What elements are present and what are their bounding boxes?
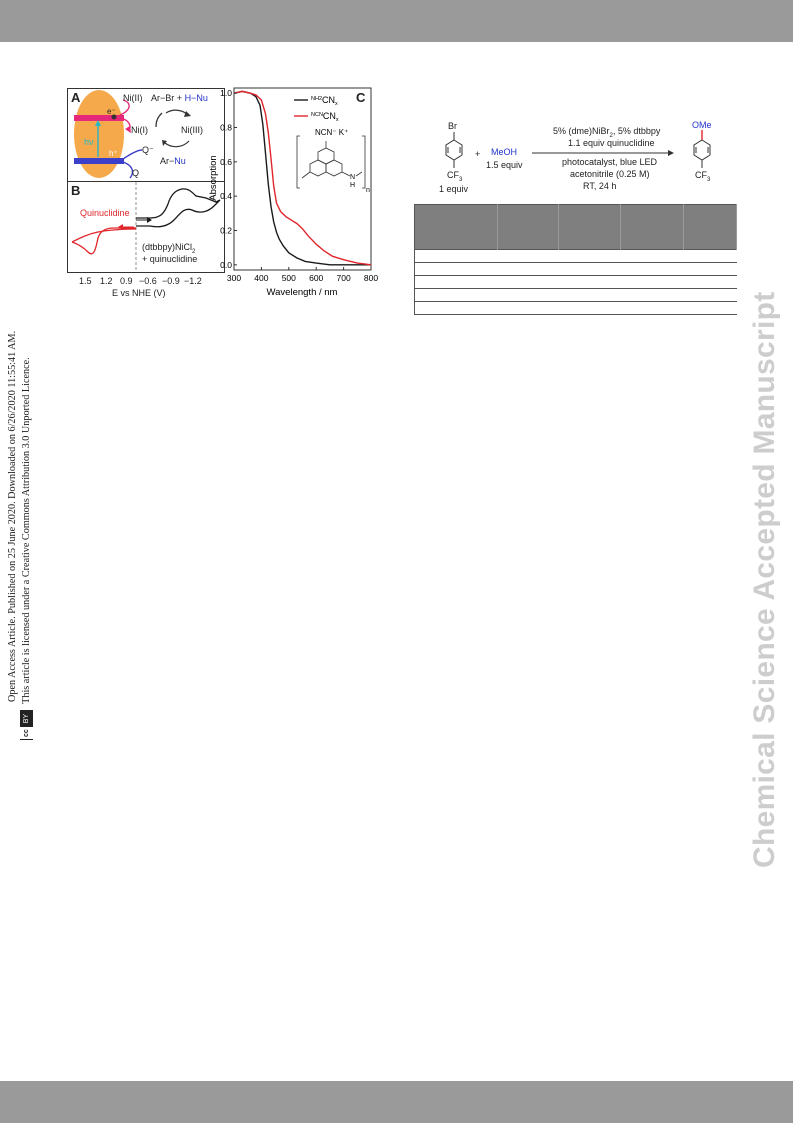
x-tick-label: 600	[309, 273, 324, 283]
legend-2-main: CN	[322, 111, 336, 121]
x-tick-label: 800	[363, 273, 379, 283]
structure-n-label: N	[350, 174, 356, 181]
b-tick-5: −0.9	[162, 276, 180, 286]
cond1-b: , 5% dtbbpy	[612, 126, 661, 136]
c-x-axis-label: Wavelength / nm	[266, 287, 338, 298]
q-radical-label: Q⁻	[142, 145, 154, 155]
electron-label: e⁻	[107, 107, 116, 116]
complex-line-1: (dtbbpy)NiCl	[142, 242, 193, 252]
table-row	[415, 302, 737, 315]
condition-line-2: 1.1 equiv quinuclidine	[568, 138, 655, 148]
table-row	[415, 263, 737, 276]
aryl-bromide-label	[151, 93, 208, 103]
legend-2-sub: x	[335, 117, 339, 123]
table-cell	[621, 289, 683, 302]
open-access-line-1: Open Access Article. Published on 25 June 2020. Downloaded on 6/26/2020 11:55:41 AM.	[7, 330, 18, 702]
results-table	[414, 204, 737, 315]
table-cell	[415, 289, 498, 302]
table-cell	[621, 276, 683, 289]
aryl-bromide-structure	[446, 132, 462, 168]
table-cell	[559, 289, 621, 302]
header-band	[0, 0, 793, 42]
b-tick-6: −1.2	[184, 276, 202, 286]
hv-label: hν	[84, 137, 94, 147]
cf3-main-product: CF	[695, 170, 707, 180]
table-cell	[497, 263, 558, 276]
hnu-text: H−Nu	[184, 93, 208, 103]
absorption-chart	[208, 88, 379, 300]
cf3-label-reactant	[447, 170, 462, 185]
table-row	[415, 289, 737, 302]
y-tick-label: 0.2	[220, 225, 232, 236]
ni3-label: Ni(III)	[181, 125, 203, 135]
legend-1-sub: x	[335, 101, 338, 107]
ome-label: OMe	[692, 120, 712, 130]
table-header-row	[415, 205, 737, 250]
panel-c-letter: C	[356, 90, 366, 105]
q-label: Q	[132, 168, 140, 178]
hole-label: h⁺	[109, 149, 118, 158]
table-cell	[415, 250, 498, 263]
structure-h-label: H	[350, 182, 356, 189]
conduction-band	[74, 115, 124, 121]
ni2-label: Ni(II)	[123, 93, 143, 103]
table-header-cell	[559, 205, 621, 250]
table-cell	[559, 276, 621, 289]
nickel-complex-label-2: + quinuclidine	[142, 254, 198, 264]
b-tick-4: −0.6	[139, 276, 157, 286]
x-tick-label: 500	[281, 273, 296, 283]
anisole-product-structure	[694, 140, 710, 168]
table-cell	[683, 263, 736, 276]
cf3-main: CF	[447, 170, 459, 180]
b-x-axis-label: E vs NHE (V)	[112, 288, 166, 298]
table-cell	[497, 276, 558, 289]
legend-1-sup: NH2	[311, 96, 323, 102]
condition-line-3: photocatalyst, blue LED	[562, 157, 658, 167]
figure-panel-a	[67, 88, 225, 182]
y-tick-label: 1.0	[220, 88, 232, 99]
complex-sub: 2	[192, 248, 196, 255]
cond1-a: 5% (dme)NiBr	[553, 126, 610, 136]
table-cell	[559, 250, 621, 263]
x-tick-label: 400	[254, 273, 269, 283]
table-cell	[559, 302, 621, 315]
cf3-sub-product: 3	[707, 176, 711, 183]
ni1-label: Ni(I)	[131, 125, 148, 135]
methanol-equiv: 1.5 equiv	[486, 160, 523, 170]
panel-a-letter: A	[71, 90, 81, 105]
table-header-cell	[415, 205, 498, 250]
structure-top-label: NCN⁻ K⁺	[315, 128, 349, 137]
arbr-text: Ar−Br	[151, 93, 175, 103]
table-cell	[497, 302, 558, 315]
y-tick-label: 0.8	[220, 122, 232, 133]
quinuclidine-label: Quinuclidine	[80, 208, 130, 218]
plus-text: +	[176, 93, 183, 103]
reactant-equiv: 1 equiv	[439, 184, 469, 194]
table-row	[415, 276, 737, 289]
structure-n-subscript: n	[366, 187, 370, 194]
table-cell	[415, 276, 498, 289]
licence-line	[20, 40, 34, 740]
table-cell	[683, 302, 736, 315]
b-tick-1: 1.5	[79, 276, 92, 286]
manuscript-watermark: Chemical Science Accepted Manuscript	[748, 291, 781, 868]
quinuclidine-trace	[72, 228, 136, 254]
x-tick-label: 300	[226, 273, 242, 283]
b-tick-3: 0.9	[120, 276, 133, 286]
cf3-label-product	[695, 170, 710, 185]
condition-line-5: RT, 24 h	[583, 181, 617, 191]
table-cell	[621, 302, 683, 315]
table-cell	[415, 302, 498, 315]
table-header-cell	[497, 205, 558, 250]
cc-by-license-icon[interactable]	[20, 710, 33, 740]
semiconductor-particle	[74, 90, 124, 178]
product-label	[160, 156, 186, 166]
table-cell	[559, 263, 621, 276]
table-cell	[497, 289, 558, 302]
table-cell	[683, 276, 736, 289]
cc-badge-text: cc	[20, 726, 34, 739]
legend-1-main: CN	[322, 95, 336, 105]
x-tick-label: 700	[336, 273, 351, 283]
br-label: Br	[448, 121, 457, 131]
plus-sign: +	[475, 149, 481, 159]
b-tick-2: 1.2	[100, 276, 113, 286]
panel-b-letter: B	[71, 183, 81, 198]
table-cell	[621, 250, 683, 263]
table-header-cell	[683, 205, 736, 250]
y-tick-label: 0.6	[220, 156, 232, 167]
table-cell	[683, 250, 736, 263]
table-cell	[415, 263, 498, 276]
y-tick-label: 0.0	[220, 259, 232, 270]
arnu-nu-text: Nu	[174, 156, 186, 166]
methanol-label: MeOH	[491, 147, 518, 157]
table-cell	[683, 289, 736, 302]
table-cell	[497, 250, 558, 263]
licence-text[interactable]: This article is licensed under a Creative Commons Attribution 3.0 Unported Licence.	[20, 357, 32, 704]
footer-band	[0, 1081, 793, 1123]
nickel-cycle-arrow	[166, 110, 188, 115]
legend-2-sup: NCN	[311, 112, 323, 118]
c-y-axis-label: Absorption	[208, 155, 219, 201]
open-access-note	[6, 40, 46, 740]
arnu-ar-text: Ar−	[160, 156, 175, 166]
cf3-sub: 3	[459, 176, 463, 183]
table-header-cell	[621, 205, 683, 250]
y-tick-label: 0.4	[220, 191, 232, 202]
table-cell	[621, 263, 683, 276]
by-badge-text: BY	[21, 711, 32, 726]
cond1-sub: 2	[609, 132, 613, 139]
table-row	[415, 250, 737, 263]
condition-line-4: acetonitrile (0.25 M)	[570, 169, 650, 179]
figure-panel-b	[67, 181, 225, 273]
